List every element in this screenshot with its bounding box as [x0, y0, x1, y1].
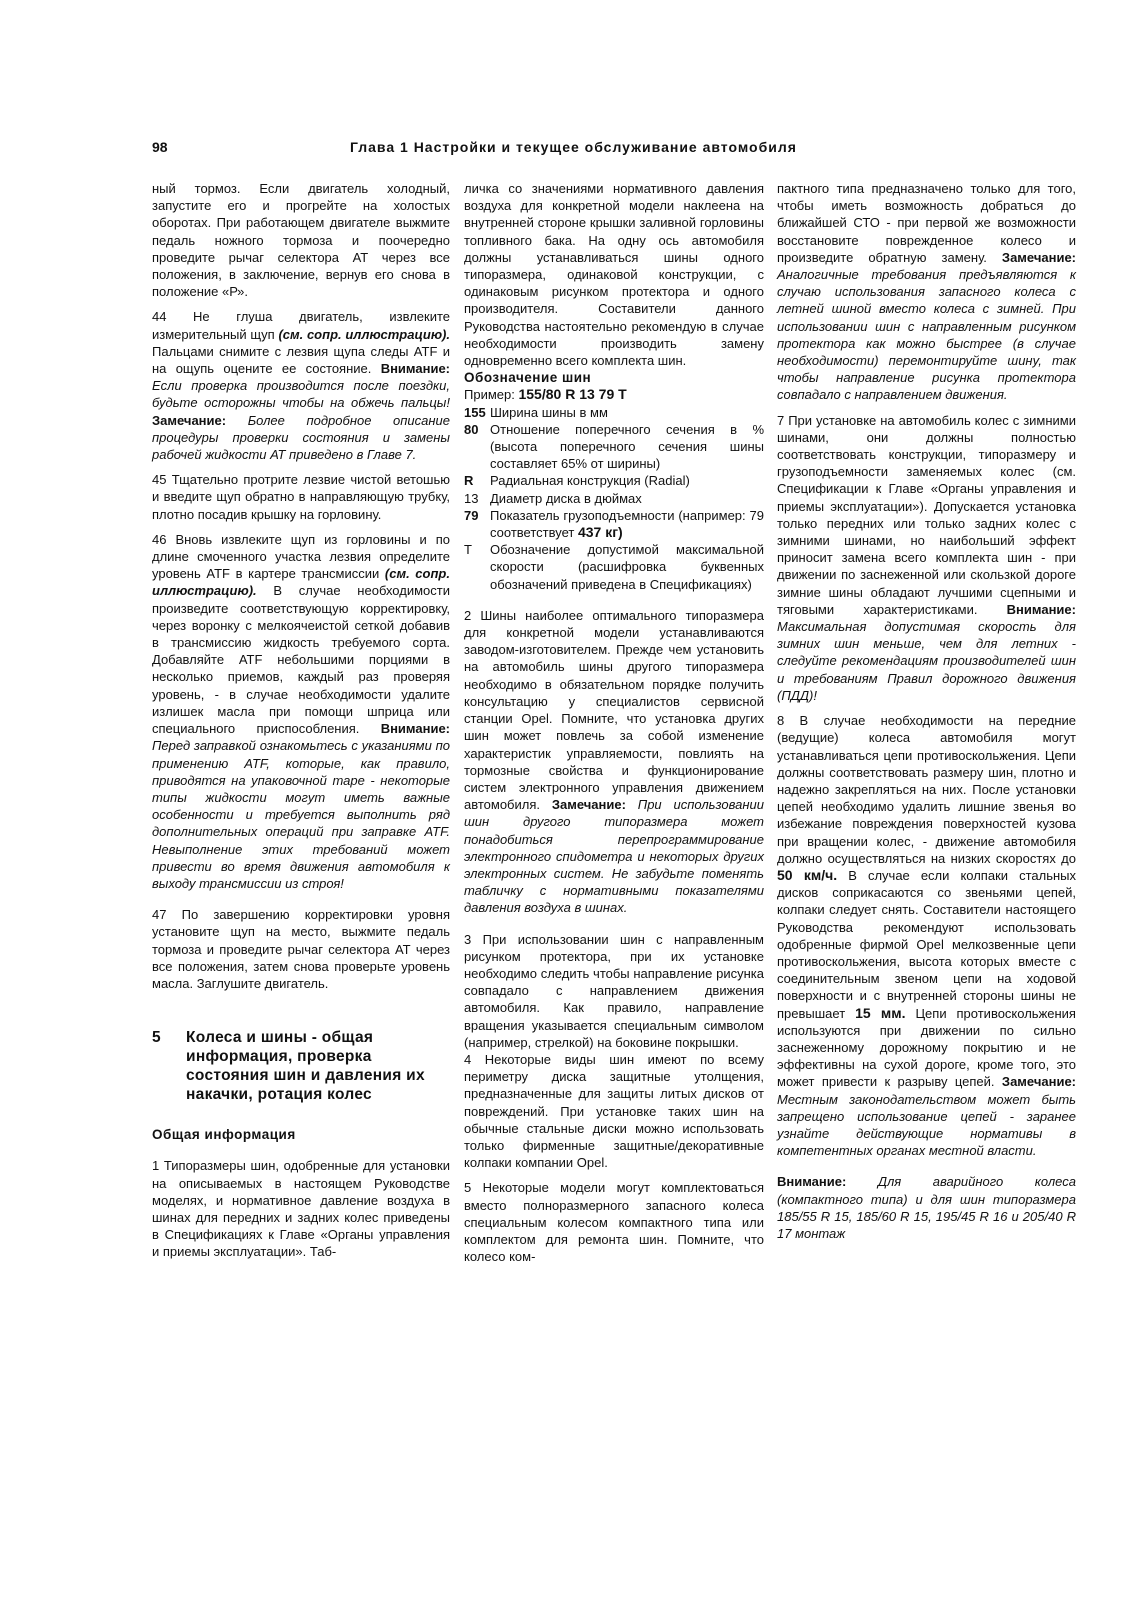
tire-code-description: [490, 541, 764, 593]
tire-code-item: [464, 421, 764, 473]
tire-designation-heading: Обозначение шин: [464, 370, 592, 386]
section-number: 5: [152, 1029, 161, 1047]
tire-code-description-text: Обозначение допустимой максимальной скорости (расшифровка буквенных обозначений приведена в Спецификациях): [490, 542, 764, 592]
paragraph-text: В случае если колпаки стальных дисков соприкасаются со звеньями цепей, колпаки следует снять. Составители настоящего Руководства рекомендуют использовать одобренные фирмой Opel мелкозвенные цепи противоскольжения, высота которых вместе с соединительным звеном цепи на ходовой поверхности и с внутренней стороны шины не превышает: [777, 867, 1076, 1021]
note-text: При использовании шин другого типоразмера может понадобиться перепрограммирование электронного спидометра и некоторых других электронных систем. Не забудьте поменять табличку с нормативными показателями давления воздуха в шинах.: [464, 797, 764, 916]
paragraph-continuation: ный тормоз. Если двигатель холодный, запустите его и прогрейте на холостых оборотах. При работающем двигателе выжмите педаль ножного тормоза и поочередно проведите рычаг селектора АТ через все положения, в заключение, вернув его снова в положение «Р».: [152, 181, 450, 300]
speed-limit: 50 км/ч.: [777, 866, 838, 883]
attention-label: Внимание:: [1006, 601, 1076, 617]
page-number: 98: [152, 139, 168, 155]
paragraph-8: [777, 712, 1076, 1159]
figure-reference: (см. сопр. иллюстрацию).: [278, 326, 450, 342]
load-value: 437 кг): [577, 524, 623, 541]
tire-code-item: [464, 490, 764, 507]
note-text: Местным законодательством может быть запрещено использование цепей - заранее узнайте действующие нормативы в компетентных органах местной власти.: [777, 1091, 1076, 1159]
paragraph-continuation: личка со значениями нормативного давления воздуха для конкретной модели наклеена на внутренней стороне крышки заливной горловины топливного бака. На одну ось автомобиля должны устанавливаться шины одного типоразмера, одинаковой конструкции, с одинаковым рисунком протектора и одного производителя. Составители данного Руководства настоятельно рекомендую в случае необходимости производить замену одновременно всего комплекта шин.: [464, 181, 764, 369]
tire-code-description: [490, 507, 764, 541]
attention-label: Внимание:: [380, 361, 450, 377]
paragraph-45: 45 Тщательно протрите лезвие чистой ветошью и введите щуп обратно в направляющую трубку, плотно посадив крышку на горловину.: [152, 472, 450, 522]
paragraph-text: пактного типа предназначено только для того, чтобы иметь возможность добраться до ближайшей СТО - при первой же возможности восстановите поврежденное колесо и произведите обратную замену.: [777, 181, 1076, 265]
paragraph-text: 2 Шины наиболее оптимального типоразмера для конкретной модели устанавливаются заводом-изготовителем. Прежде чем установить на автомобиль шины другого типоразмера необходимо в обязательном порядке получить консультацию у специалистов сервисной станции Opel. Помните, что установка других шин может повлечь за собой изменение характеристик управляемости, повлиять на тормозные свойства и функционирование систем электронного управления движением автомобиля.: [464, 607, 764, 813]
tire-code-description-text: Ширина шины в мм: [490, 404, 608, 420]
tire-code-key: 79: [464, 507, 479, 523]
paragraph-3: 3 При использовании шин с направленным рисунком протектора, при их установке необходимо следить чтобы направление рисунка совпадало с направлением движения автомобиля. Как правило, направление вращения указывается специальным символом (например, стрелкой) на боковине покрышки.: [464, 931, 764, 1050]
tire-code-item: [464, 404, 764, 421]
attention-paragraph: [777, 1173, 1076, 1242]
paragraph-text: 46 Вновь извлеките щуп из горловины и по длине смоченного участка лезвия определите уровень ATF в картере трансмиссии: [152, 531, 450, 582]
tire-code-description: [490, 421, 764, 473]
paragraph-47: 47 По завершению корректировки уровня установите щуп на место, выжмите педаль тормоза и проведите рычаг селектора АТ через все положения, затем снова проверьте уровень масла. Заглушите двигатель.: [152, 907, 450, 991]
paragraph-text: В случае необходимости произведите соответствующую корректировку, через воронку с мелкоячеистой сеткой добавив в трансмиссию жидкость требуемого сорта. Добавляйте ATF небольшими порциями в несколько приемов, каждый раз проверяя уровень, - в случае необходимости удалите излишек масла при помощи шприца или специального приспособления.: [152, 583, 450, 737]
tire-code-description-text: Отношение поперечного сечения в % (высота поперечного сечения шины составляет 65% от ширины): [490, 421, 764, 472]
attention-label: Внимание:: [777, 1174, 847, 1190]
chapter-title: Глава 1 Настройки и текущее обслуживание автомобиля: [350, 139, 797, 155]
page-header: [152, 139, 952, 159]
note-text: Аналогичные требования предъявляются к случаю использования запасного колеса с летней шиной вместо колеса с зимней. При использовании шин с направленным рисунком протектора как можно быстрее (в случае необходимости) перемонтируйте шину, так чтобы направление рисунка протектора совпадало с направлением движения.: [777, 267, 1076, 403]
tire-code-key: 80: [464, 421, 479, 437]
figure-reference: (см. сопр. иллюстрацию).: [152, 566, 450, 599]
section-title: Колеса и шины - общая информация, проверка состояния шин и давления их накачки, ротация колес: [186, 1029, 425, 1104]
subheading: Общая информация: [152, 1127, 296, 1143]
attention-text: Перед заправкой ознакомьтесь с указаниями по применению ATF, которые, как правило, приводятся на упаковочной таре - некоторые типы жидкости могут иметь важные особенности и требуется выполнить ряд дополнительных операций при заправке ATF. Невыполнение этих требований может привести во время движения автомобиля к выходу трансмиссии из строя!: [152, 738, 450, 891]
tire-code-item: [464, 541, 764, 593]
note-label: Замечание:: [1001, 1074, 1076, 1090]
chain-height: 15 мм.: [855, 1004, 906, 1021]
tire-code-key: R: [464, 473, 474, 489]
paragraph-5: 5 Некоторые модели могут комплектоваться вместо полноразмерного запасного колеса специальным колесом компактного типа или комплектом для ремонта шин. Помните, что колесо ком-: [464, 1180, 764, 1265]
tire-code-description: [490, 472, 764, 489]
tire-code-key: 13: [464, 490, 479, 506]
note-label: Замечание:: [152, 412, 227, 428]
tire-code-key: 155: [464, 404, 486, 420]
example-label: Пример:: [464, 387, 515, 403]
paragraph-46: [152, 531, 450, 892]
example-code: 155/80 R 13 79 T: [518, 386, 627, 403]
tire-code-key: T: [464, 542, 472, 558]
paragraph-text: 44 Не глуша двигатель, извлеките измерительный щуп: [152, 309, 450, 342]
column-2: [464, 180, 764, 1265]
tire-code-list: [464, 404, 764, 593]
paragraph-continuation: [777, 180, 1076, 404]
paragraph-2: [464, 607, 764, 917]
paragraph-7: [777, 412, 1076, 704]
note-label: Замечание:: [1001, 249, 1076, 265]
tire-code-description: [490, 490, 764, 507]
tire-code-description-text: Показатель грузоподъемности (например: 79 соответствует: [490, 507, 764, 541]
tire-code-description: [490, 404, 764, 421]
paragraph-text: Цепи противоскольжения используются при движении по сильно заснеженному дорожному покрытию и не эффективны на сухой дороге, кроме того, это может привести к разрыву цепей.: [777, 1005, 1076, 1090]
section-heading: [152, 1028, 450, 1104]
paragraph-44: [152, 308, 450, 463]
paragraph-text: Пальцами снимите с лезвия щупа следы ATF и на ощупь оцените ее состояние.: [152, 343, 450, 377]
attention-text: Для аварийного колеса (компактного типа) и для шин типоразмера 185/55 R 15, 185/60 R 15, 195/45 R 16 и 205/40 R 17 монтаж: [777, 1174, 1076, 1241]
paragraph-text: 7 При установке на автомобиль колес с зимними шинами, они должны полностью соответствовать конструкции, типоразмеру и грузоподъемности заменяемых колес (см. Спецификации к Главе «Органы управления и приемы эксплуатации»). Допускается установка только передних или только задних колес с зимними шинами, но наибольший эффект приносит замена всего комплекта шин - при движении по заснеженной или скользкой дороге зимние шины обладают лучшими сцепными и тяговыми характеристиками.: [777, 412, 1076, 617]
note-label: Замечание:: [551, 797, 626, 813]
column-3: [777, 180, 1076, 1242]
paragraph-text: 8 В случае необходимости на передние (ведущие) колеса автомобиля могут устанавливаться цепи противоскольжения. Цепи должны соответствовать размеру шин, плотно и надежно закрепляться на них. После установки цепей необходимо удалить лишние звенья во избежание повреждения поверхностей кузова при вращении колес, - движение автомобиля должно осуществляться на низких скоростях до: [777, 713, 1076, 866]
paragraph-4: 4 Некоторые виды шин имеют по всему периметру диска защитные утолщения, предназначенные для защиты литых дисков от повреждений. При установке таких шин на обычные стальные диски можно использовать только фирменные защитные/декоративные колпаки компании Opel.: [464, 1051, 764, 1171]
tire-code-description-text: Диаметр диска в дюймах: [490, 490, 642, 506]
attention-text: Максимальная допустимая скорость для зимних шин меньше, чем для летних - следуйте рекомендациям производителей шин и требованиям Правил дорожного движения (ПДД)!: [777, 619, 1076, 703]
paragraph-1: 1 Типоразмеры шин, одобренные для установки на описываемых в настоящем Руководстве моделях, и нормативное давление воздуха в шинах для передних и задних колес приведены в Спецификациях к Главе «Органы управления и приемы эксплуатации». Таб-: [152, 1158, 450, 1260]
attention-label: Внимание:: [380, 721, 450, 737]
tire-code-item: [464, 472, 764, 489]
attention-text: Если проверка производится после поездки, будьте осторожны чтобы на обжечь пальцы!: [152, 378, 450, 411]
tire-code-description-text: Радиальная конструкция (Radial): [490, 473, 690, 489]
column-1: [152, 180, 450, 1261]
tire-example: [464, 386, 764, 403]
note-text: Более подробное описание процедуры проверки состояния и замены рабочей жидкости АТ приведено в Главе 7.: [152, 412, 450, 463]
tire-code-item: [464, 507, 764, 541]
